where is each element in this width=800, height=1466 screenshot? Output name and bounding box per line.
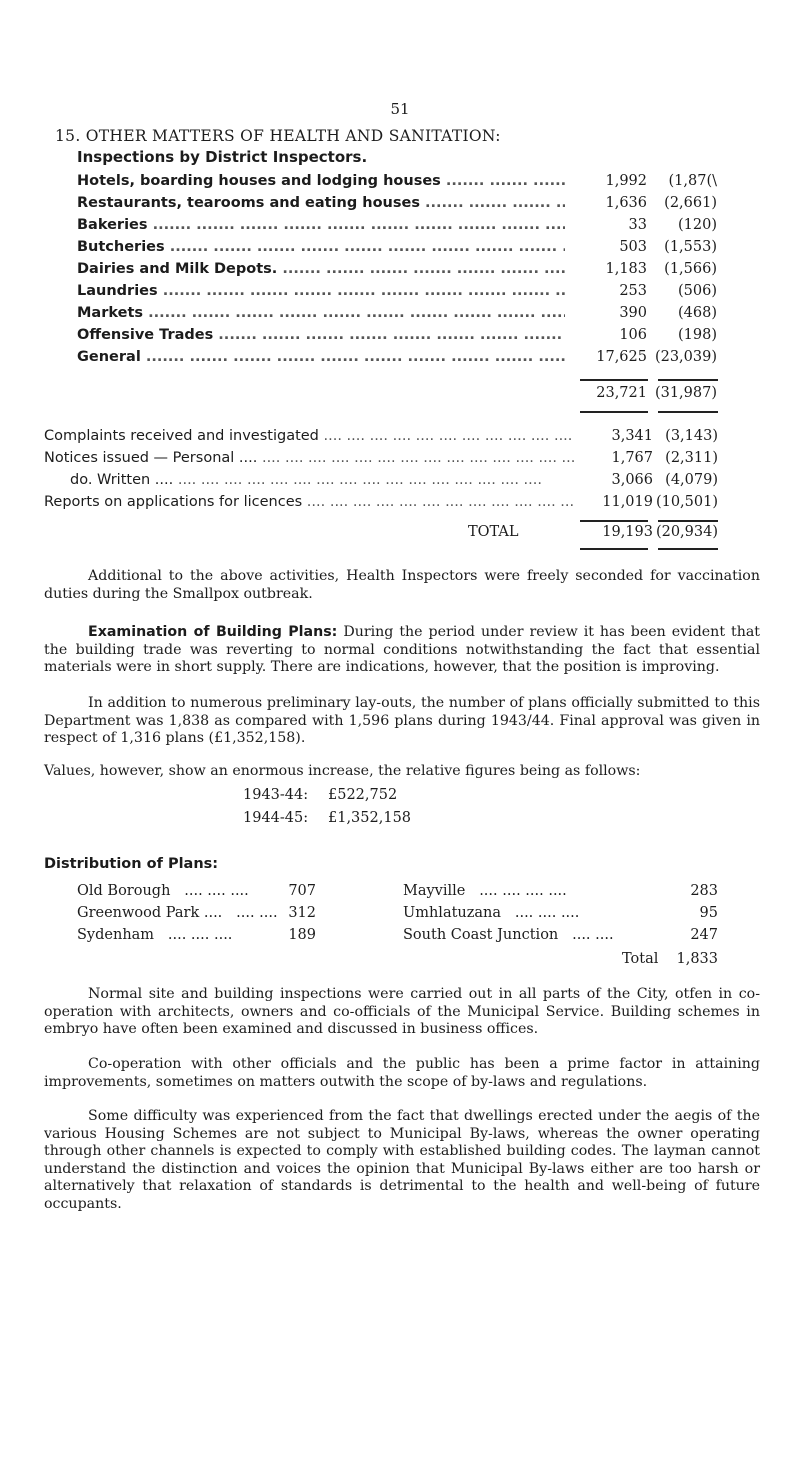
total-rule [658,548,718,550]
page-number: 51 [390,100,410,118]
current-value: 1,636 [605,195,647,211]
current-value: 503 [619,239,647,255]
row-label: Butcheries [77,239,165,255]
district-name: Greenwood Park .... .... .... [77,905,278,921]
previous-value: (10,501) [655,494,718,510]
vaccination-paragraph: Additional to the above activities, Health Inspectors were freely seconded for vaccination duties during the Smallpox outbreak. [44,568,760,602]
current-value: 11,019 [602,494,653,510]
current-value: 3,341 [611,428,653,444]
previous-value: (506) [678,283,717,299]
row-label: Complaints received and investigated [44,428,319,444]
row-label: Restaurants, tearooms and eating houses [77,195,420,211]
distribution-total: 1,833 [676,951,718,967]
row-label: Notices issued — Personal .... [44,450,258,466]
district-count: 283 [690,883,718,899]
previous-value: (198) [678,327,717,343]
distribution-total-label: Total [622,951,659,967]
plans-heading: Examination of Building Plans: [88,624,338,640]
total-current: 19,193 [602,524,653,540]
current-value: 390 [619,305,647,321]
district-name: Sydenham .... .... .... [77,927,233,943]
table-row [0,327,800,349]
current-value: 17,625 [596,349,647,365]
district-count: 707 [288,883,316,899]
plans-submitted-paragraph: In addition to numerous preliminary lay-outs, the number of plans officially submitted to this Department was 1,838 as compared with 1,596 plans during 1943/44. Final approval was given in respect of 1,316 plans (£1,352,158). [44,695,760,746]
values-amount: £1,352,158 [328,810,412,826]
table-row [0,349,800,371]
subtotal-rule [658,411,718,413]
district-count: 189 [288,927,316,943]
table-row [0,450,800,472]
district-name: South Coast Junction .... .... [403,927,614,943]
row-label: Bakeries [77,217,148,233]
values-row [243,810,411,826]
distribution-title: Distribution of Plans: [44,856,219,872]
values-amount: £522,752 [328,787,398,803]
current-value: 106 [619,327,647,343]
section-subheading: Inspections by District Inspectors. [77,148,368,166]
section-heading: 15. OTHER MATTERS OF HEALTH AND SANITATION: [55,127,501,145]
table-row [0,195,800,217]
table-row [0,494,800,516]
previous-value: (120) [678,217,717,233]
values-intro: Values, however, show an enormous increase, the relative figures being as follows: [44,763,641,779]
total-previous: (20,934) [655,524,718,540]
subtotal-current: 23,721 [596,385,647,401]
district-name: Umhlatuzana .... .... .... [403,905,580,921]
total-row [0,524,800,546]
values-year: 1943-44: [243,787,309,803]
current-value: 33 [628,217,647,233]
subtotal-previous: (31,987) [654,385,717,401]
current-value: 253 [619,283,647,299]
previous-value: (1,87(\ [668,173,717,189]
row-label: Dairies and Milk Depots. [77,261,278,277]
previous-value: (3,143) [665,428,718,444]
total-rule [580,520,648,522]
table-row [0,428,800,450]
district-count: 95 [699,905,718,921]
current-value: 1,767 [611,450,653,466]
difficulty-paragraph: Some difficulty was experienced from the fact that dwellings erected under the aegis of the various Housing Schemes are not subject to Municipal By-laws, whereas the owner operating through other channels is expected to comply with established building codes. The layman cannot understand the distinction and voices the opinion that Municipal By-laws either are too harsh or alternatively that relaxation of standards is detrimental to the health and well-being of future occupants. [44,1108,760,1212]
cooperation-paragraph: Co-operation with other officials and the public has been a prime factor in attaining improvements, sometimes on matters outwith the scope of by-laws and regulations. [44,1056,760,1090]
row-label: Hotels, boarding houses and lodging houses [77,173,441,189]
row-label: do. Written .... [70,472,174,488]
normal-inspections-paragraph: Normal site and building inspections were carried out in all parts of the City, otfen in co-operation with architects, owners and co-officials of the Municipal Service. Building schemes in embryo have often been examined and discussed in business offices. [44,986,760,1037]
district-count: 247 [690,927,718,943]
current-value: 3,066 [611,472,653,488]
current-value: 1,183 [605,261,647,277]
values-row [243,787,397,803]
current-value: 1,992 [605,173,647,189]
table-row [0,217,800,239]
subtotal-rule [658,379,718,381]
subtotal-rule [580,379,648,381]
previous-value: (4,079) [665,472,718,488]
total-rule [580,548,648,550]
total-label: TOTAL [468,524,519,540]
table-row [0,173,800,195]
row-label: General [77,349,141,365]
subtotal-rule [580,411,648,413]
previous-value: (23,039) [654,349,717,365]
row-label: Reports on applications for licences [44,494,303,510]
table-row [0,261,800,283]
table-row [0,472,800,494]
table-row [0,283,800,305]
plans-paragraph: Examination of Building Plans: During the period under review it has been evident that the building trade was reverting to normal conditions notwithstanding the fact that essential materials were in short supply. There are indications, however, that the position is improving. [44,624,760,675]
total-rule [658,520,718,522]
previous-value: (2,661) [664,195,717,211]
previous-value: (468) [678,305,717,321]
row-label: Offensive Trades [77,327,214,343]
row-label: Markets [77,305,144,321]
table-row [0,239,800,261]
previous-value: (1,553) [664,239,717,255]
district-count: 312 [288,905,316,921]
row-label: Laundries [77,283,158,299]
district-name: Mayville .... .... .... .... [403,883,567,899]
subtotal-row [0,385,800,407]
table-row [0,305,800,327]
previous-value: (2,311) [665,450,718,466]
district-name: Old Borough .... .... .... [77,883,249,899]
values-year: 1944-45: [243,810,309,826]
previous-value: (1,566) [664,261,717,277]
